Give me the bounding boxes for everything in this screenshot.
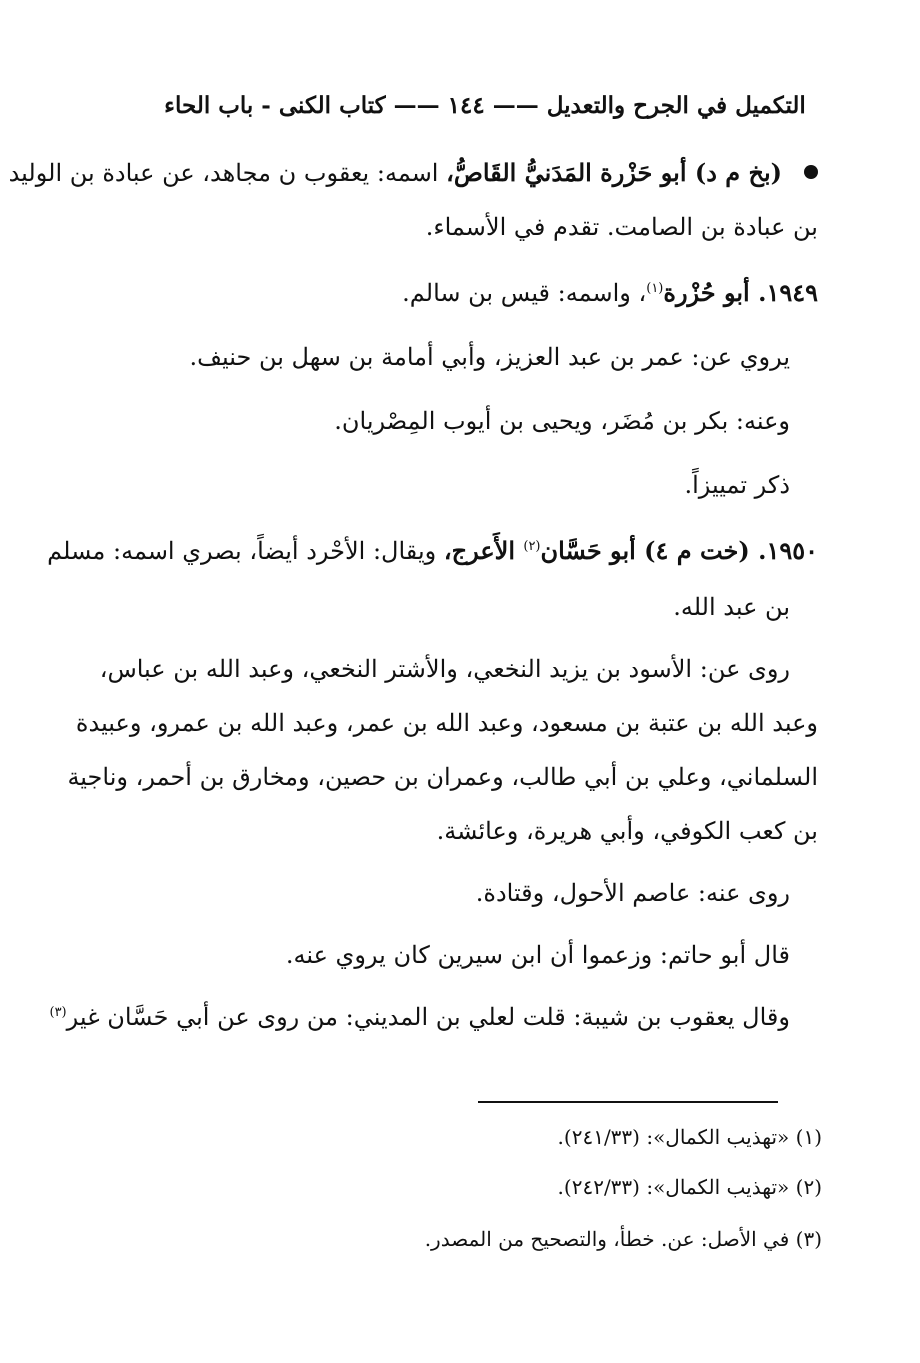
entry-1950-narrates-from-3: السلماني، وعلي بن أبي طالب، وعمران بن حصين، ومخارق بن أحمر، وناجية [67,763,818,791]
entry-1949-narrates-from: يروي عن: عمر بن عبد العزيز، وأبي أمامة بن سهل بن حنيف. [189,343,790,371]
entry-text: وقال يعقوب بن شيبة: قلت لعلي بن المديني: من روى عن أبي حَسَّان غير [66,1003,790,1031]
entry-1950-narrators: روى عنه: عاصم الأحول، وقتادة. [475,879,790,907]
entry-number-title: ١٩٤٩. أبو حُزْرة [663,278,818,307]
entry-1950-heading [47,534,818,568]
entry-1950-heading-line-2: بن عبد الله. [673,593,790,621]
entry-1950-narrates-from-2: وعبد الله بن عتبة بن مسعود، وعبد الله بن عمر، وعبد الله بن عمرو، وعبيدة [75,709,818,737]
bullet-icon [804,165,818,179]
entry-title-suffix: الأَعرج، [443,536,524,565]
footnote-ref-2: (٢) [523,539,541,554]
entry-1949-narrators: وعنه: بكر بن مُضَر، ويحيى بن أيوب المِصْريان. [334,407,790,435]
entry-1950-abu-hatim: قال أبو حاتم: وزعموا أن ابن سيرين كان يروي عنه. [285,941,790,969]
running-header: التكميل في الجرح والتعديل —— ١٤٤ —— كتاب الكنى - باب الحاء [164,92,806,119]
entry-1950-narrates-from-4: بن كعب الكوفي، وأبي هريرة، وعائشة. [436,817,818,845]
entry-text: ، واسمه: قيس بن سالم. [402,279,647,307]
entry-1949-note: ذكر تمييزاً. [684,471,790,499]
entry-1949-heading [402,276,818,310]
entry-1950-narrates-from-1: روى عن: الأسود بن يزيد النخعي، والأشتر النخعي، وعبد الله بن عباس، [99,655,790,683]
entry-heading: (بخ م د) أبو حَزْرة المَدَنيُّ القَاصُّ، [446,158,782,187]
entry-1950-yaqub [49,1000,790,1034]
entry-text: ويقال: الأحْرد أيضاً، بصري اسمه: مسلم [47,537,444,565]
footnote-1: (١) «تهذيب الكمال»: (٢٤١/٣٣). [557,1125,822,1149]
entry-number-title: ١٩٥٠. (خت م ٤) أبو حَسَّان [540,536,818,565]
footnote-3: (٣) في الأصل: عن. خطأ، والتصحيح من المصدر. [424,1227,822,1251]
entry-text: اسمه: يعقوب ن مجاهد، عن عبادة بن الوليد [8,159,447,187]
entry-abu-hazrah-line-2: بن عبادة بن الصامت. تقدم في الأسماء. [425,213,818,241]
footnote-divider [478,1101,778,1103]
entry-abu-hazrah-line-1 [8,156,818,190]
footnote-ref-3: (٣) [49,1005,67,1020]
footnote-2: (٢) «تهذيب الكمال»: (٢٤٢/٣٣). [557,1175,822,1199]
footnote-ref-1: (١) [646,281,664,296]
